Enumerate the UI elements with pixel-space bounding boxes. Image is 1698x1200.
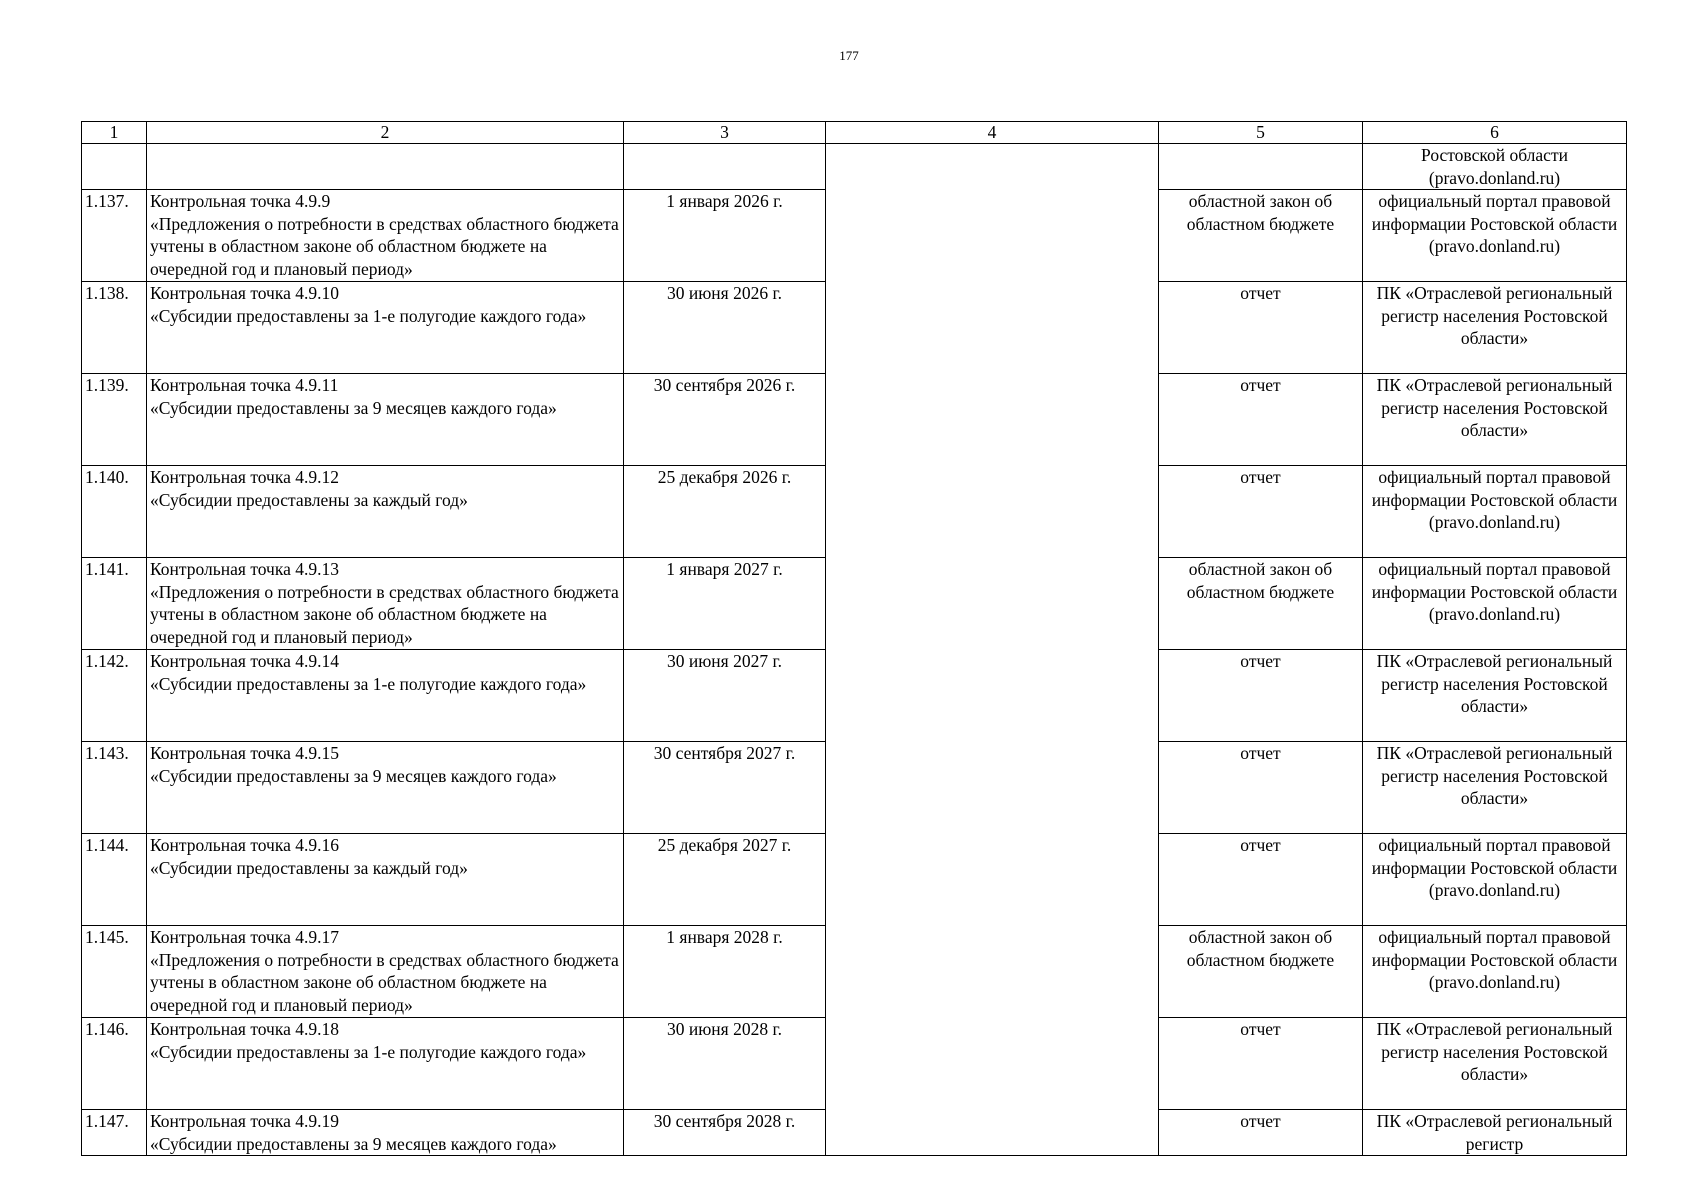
checkpoint-description: «Субсидии предоставлены за 9 месяцев каждого года» — [150, 765, 557, 786]
information-system: официальный портал правовой информации Ростовской области (pravo.donland.ru) — [1363, 834, 1627, 926]
due-date: 30 июня 2026 г. — [624, 282, 826, 374]
event-cell — [147, 926, 624, 1018]
due-date: 30 сентября 2026 г. — [624, 374, 826, 466]
row-number: 1.143. — [82, 742, 147, 834]
control-points-table — [81, 121, 1627, 1156]
row-number: 1.146. — [82, 1018, 147, 1110]
event-cell — [147, 282, 624, 374]
checkpoint-description: «Субсидии предоставлены за 1-е полугодие каждого года» — [150, 1041, 587, 1062]
information-system: ПК «Отраслевой региональный регистр населения Ростовской области» — [1363, 1018, 1627, 1110]
event-cell — [147, 742, 624, 834]
information-system: официальный портал правовой информации Ростовской области (pravo.donland.ru) — [1363, 190, 1627, 282]
row-number: 1.145. — [82, 926, 147, 1018]
checkpoint-description: «Субсидии предоставлены за каждый год» — [150, 489, 468, 510]
due-date: 1 января 2028 г. — [624, 926, 826, 1018]
document-type: областной закон об областном бюджете — [1159, 926, 1363, 1018]
due-date: 25 декабря 2027 г. — [624, 834, 826, 926]
event-cell — [147, 650, 624, 742]
row-number: 1.137. — [82, 190, 147, 282]
document-type: отчет — [1159, 742, 1363, 834]
due-date: 1 января 2027 г. — [624, 558, 826, 650]
checkpoint-description: «Субсидии предоставлены за 9 месяцев каждого года» — [150, 397, 557, 418]
row-number: 1.140. — [82, 466, 147, 558]
information-system: ПК «Отраслевой региональный регистр — [1363, 1110, 1627, 1156]
document-type: отчет — [1159, 374, 1363, 466]
checkpoint-title: Контрольная точка 4.9.17 — [150, 927, 339, 947]
row-number: 1.144. — [82, 834, 147, 926]
due-date: 1 января 2026 г. — [624, 190, 826, 282]
event-cell — [147, 1110, 624, 1156]
column-number-row — [82, 122, 1627, 144]
information-system: ПК «Отраслевой региональный регистр населения Ростовской области» — [1363, 650, 1627, 742]
checkpoint-description: «Субсидии предоставлены за 1-е полугодие каждого года» — [150, 673, 587, 694]
document-type: областной закон об областном бюджете — [1159, 190, 1363, 282]
checkpoint-title: Контрольная точка 4.9.14 — [150, 651, 339, 671]
column-header: 2 — [147, 122, 624, 144]
checkpoint-title: Контрольная точка 4.9.15 — [150, 743, 339, 763]
column-header: 1 — [82, 122, 147, 144]
checkpoint-title: Контрольная точка 4.9.13 — [150, 559, 339, 579]
checkpoint-description: «Предложения о потребности в средствах областного бюджета учтены в областном законе об областном бюджете на очередной год и плановый период» — [150, 213, 619, 279]
event-cell — [147, 1018, 624, 1110]
row-number: 1.139. — [82, 374, 147, 466]
event-cell — [147, 558, 624, 650]
document-type: отчет — [1159, 650, 1363, 742]
due-date: 30 июня 2028 г. — [624, 1018, 826, 1110]
document-type: отчет — [1159, 834, 1363, 926]
event-cell — [147, 466, 624, 558]
document-type: отчет — [1159, 1110, 1363, 1156]
due-date: 25 декабря 2026 г. — [624, 466, 826, 558]
checkpoint-description: «Субсидии предоставлены за 9 месяцев каждого года» — [150, 1133, 557, 1154]
row-number: 1.142. — [82, 650, 147, 742]
document-type: отчет — [1159, 466, 1363, 558]
checkpoint-title: Контрольная точка 4.9.12 — [150, 467, 339, 487]
checkpoint-description: «Предложения о потребности в средствах областного бюджета учтены в областном законе об областном бюджете на очередной год и плановый период» — [150, 949, 619, 1015]
checkpoint-title: Контрольная точка 4.9.10 — [150, 283, 339, 303]
page-number: 177 — [839, 48, 859, 63]
information-system: ПК «Отраслевой региональный регистр населения Ростовской области» — [1363, 282, 1627, 374]
document-type: отчет — [1159, 282, 1363, 374]
date-cell — [624, 144, 826, 190]
event-cell — [147, 834, 624, 926]
information-system: официальный портал правовой информации Ростовской области (pravo.donland.ru) — [1363, 558, 1627, 650]
document-type: отчет — [1159, 1018, 1363, 1110]
column-header: 6 — [1363, 122, 1627, 144]
checkpoint-title: Контрольная точка 4.9.18 — [150, 1019, 339, 1039]
information-system: официальный портал правовой информации Ростовской области (pravo.donland.ru) — [1363, 466, 1627, 558]
event-cell — [147, 144, 624, 190]
column-header: 4 — [826, 122, 1159, 144]
row-number: 1.138. — [82, 282, 147, 374]
information-system: официальный портал правовой информации Ростовской области (pravo.donland.ru) — [1363, 926, 1627, 1018]
event-cell — [147, 190, 624, 282]
row-number: 1.147. — [82, 1110, 147, 1156]
checkpoint-description: «Субсидии предоставлены за каждый год» — [150, 857, 468, 878]
column-header: 5 — [1159, 122, 1363, 144]
document-type-cell — [1159, 144, 1363, 190]
checkpoint-title: Контрольная точка 4.9.16 — [150, 835, 339, 855]
due-date: 30 сентября 2028 г. — [624, 1110, 826, 1156]
information-system: ПК «Отраслевой региональный регистр населения Ростовской области» — [1363, 742, 1627, 834]
column-header: 3 — [624, 122, 826, 144]
due-date: 30 июня 2027 г. — [624, 650, 826, 742]
event-cell — [147, 374, 624, 466]
checkpoint-title: Контрольная точка 4.9.9 — [150, 191, 331, 211]
checkpoint-description: «Субсидии предоставлены за 1-е полугодие каждого года» — [150, 305, 587, 326]
checkpoint-title: Контрольная точка 4.9.19 — [150, 1111, 339, 1131]
continuation-row — [82, 144, 1627, 190]
document-type: областной закон об областном бюджете — [1159, 558, 1363, 650]
checkpoint-description: «Предложения о потребности в средствах областного бюджета учтены в областном законе об областном бюджете на очередной год и плановый период» — [150, 581, 619, 647]
due-date: 30 сентября 2027 г. — [624, 742, 826, 834]
information-system-cell: Ростовской области (pravo.donland.ru) — [1363, 144, 1627, 190]
checkpoint-title: Контрольная точка 4.9.11 — [150, 375, 339, 395]
information-system: ПК «Отраслевой региональный регистр населения Ростовской области» — [1363, 374, 1627, 466]
row-number: 1.141. — [82, 558, 147, 650]
responsible-cell — [826, 144, 1159, 1156]
number-cell — [82, 144, 147, 190]
